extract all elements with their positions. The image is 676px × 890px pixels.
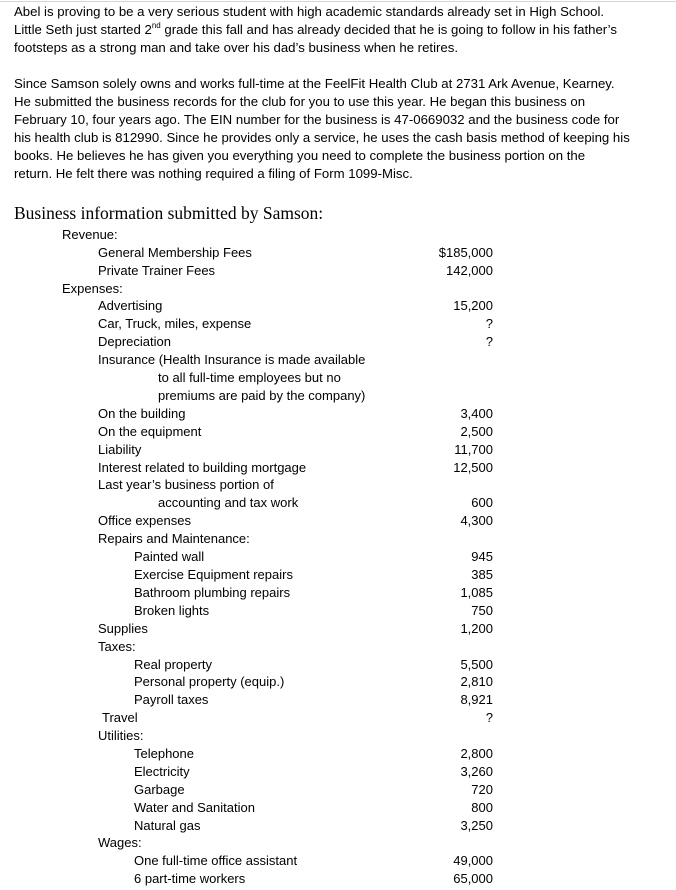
item-label: Depreciation <box>98 334 171 349</box>
item-label: Travel <box>102 710 138 725</box>
list-item <box>0 405 676 423</box>
list-item <box>0 351 676 369</box>
item-value: 49,000 <box>453 853 493 868</box>
list-item <box>0 280 676 298</box>
item-label: Repairs and Maintenance: <box>98 531 250 546</box>
item-label: Utilities: <box>98 728 144 743</box>
item-value: ? <box>485 710 493 725</box>
item-value: 945 <box>471 549 493 564</box>
item-label: Garbage <box>134 782 185 797</box>
item-value: 2,800 <box>460 746 493 761</box>
list-item <box>0 656 676 674</box>
item-label: Exercise Equipment repairs <box>134 567 293 582</box>
list-item <box>0 673 676 691</box>
list-item <box>0 727 676 745</box>
list-item <box>0 799 676 817</box>
item-value: 800 <box>471 800 493 815</box>
intro-line: footsteps as a strong man and take over his dad’s business when he retires. <box>14 40 458 55</box>
item-value: 1,085 <box>460 585 493 600</box>
item-value: 8,921 <box>460 692 493 707</box>
list-item <box>0 512 676 530</box>
superscript-nd: nd <box>151 21 161 30</box>
item-label: Liability <box>98 442 142 457</box>
list-item <box>0 423 676 441</box>
item-label: to all full-time employees but no <box>158 370 341 385</box>
item-label: premiums are paid by the company) <box>158 388 366 403</box>
item-value: 2,810 <box>460 674 493 689</box>
list-item <box>0 709 676 727</box>
item-label: Bathroom plumbing repairs <box>134 585 291 600</box>
item-label: Personal property (equip.) <box>134 674 285 689</box>
list-item <box>0 870 676 888</box>
list-item <box>0 745 676 763</box>
item-value: ? <box>485 316 493 331</box>
intro-line <box>14 21 654 39</box>
item-label: Car, Truck, miles, expense <box>98 316 252 331</box>
list-item <box>0 834 676 852</box>
item-label: One full-time office assistant <box>134 853 298 868</box>
item-label: Taxes: <box>98 639 136 654</box>
item-value: 750 <box>471 603 493 618</box>
list-item <box>0 584 676 602</box>
list-item <box>0 315 676 333</box>
item-value: 12,500 <box>453 460 493 475</box>
item-value: ? <box>485 334 493 349</box>
list-item <box>0 548 676 566</box>
item-value: 2,500 <box>460 424 493 439</box>
item-label: Natural gas <box>134 818 201 833</box>
list-item <box>0 638 676 656</box>
list-item <box>0 441 676 459</box>
item-label: Broken lights <box>134 603 210 618</box>
list-item <box>0 763 676 781</box>
item-value: 4,300 <box>460 513 493 528</box>
details-line: books. He believes he has given you everything you need to complete the business portion on the <box>14 148 586 163</box>
list-item <box>0 494 676 512</box>
item-value: 720 <box>471 782 493 797</box>
list-item <box>0 369 676 387</box>
list-item <box>0 691 676 709</box>
item-label: Advertising <box>98 298 163 313</box>
list-item <box>0 459 676 477</box>
item-value: 385 <box>471 567 493 582</box>
item-label: Real property <box>134 657 213 672</box>
list-item <box>0 781 676 799</box>
item-value: 3,250 <box>460 818 493 833</box>
details-line: Since Samson solely owns and works full-time at the FeelFit Health Club at 2731 Ark Avenue, Kearney. <box>14 76 615 91</box>
item-label: On the equipment <box>98 424 202 439</box>
item-label: Private Trainer Fees <box>98 263 216 278</box>
item-value: 15,200 <box>453 298 493 313</box>
list-item <box>0 476 676 494</box>
item-label: General Membership Fees <box>98 245 252 260</box>
item-value: 65,000 <box>453 871 493 886</box>
item-value: $185,000 <box>438 245 493 260</box>
item-label: Revenue: <box>62 227 118 242</box>
item-label: Last year’s business portion of <box>98 477 274 492</box>
list-item <box>0 244 676 262</box>
item-label: Water and Sanitation <box>134 800 255 815</box>
item-label: Office expenses <box>98 513 191 528</box>
item-label: Electricity <box>134 764 190 779</box>
intro-line: Abel is proving to be a very serious student with high academic standards already set in High School. <box>14 4 605 19</box>
list-item <box>0 602 676 620</box>
details-line: He submitted the business records for the club for you to use this year. He began this business on <box>14 94 586 109</box>
list-item <box>0 852 676 870</box>
top-rule <box>0 1 676 2</box>
intro-line-part: Little Seth just started 2 <box>14 22 152 37</box>
list-item <box>0 262 676 280</box>
list-item <box>0 297 676 315</box>
item-label: 6 part-time workers <box>134 871 246 886</box>
item-value: 600 <box>471 495 493 510</box>
item-label: On the building <box>98 406 186 421</box>
item-value: 142,000 <box>446 263 493 278</box>
details-line: his health club is 812990. Since he provides only a service, he uses the cash basis method of keeping his <box>14 130 630 145</box>
item-label: Interest related to building mortgage <box>98 460 307 475</box>
list-item <box>0 566 676 584</box>
list-item <box>0 387 676 405</box>
item-label: Supplies <box>98 621 148 636</box>
item-label: Expenses: <box>62 281 123 296</box>
item-label: Wages: <box>98 835 142 850</box>
details-line: return. He felt there was nothing required a filing of Form 1099-Misc. <box>14 166 413 181</box>
list-item <box>0 817 676 835</box>
item-label: Payroll taxes <box>134 692 209 707</box>
item-value: 1,200 <box>460 621 493 636</box>
details-line: February 10, four years ago. The EIN number for the business is 47-0669032 and the business code for <box>14 112 620 127</box>
business-details-paragraph <box>14 75 654 183</box>
item-label: Painted wall <box>134 549 205 564</box>
item-value: 3,400 <box>460 406 493 421</box>
list-item <box>0 333 676 351</box>
item-value: 11,700 <box>454 442 493 457</box>
list-item <box>0 530 676 548</box>
item-label: Telephone <box>134 746 194 761</box>
list-item <box>0 620 676 638</box>
section-heading: Business information submitted by Samson: <box>14 203 324 223</box>
item-value: 5,500 <box>460 657 493 672</box>
item-label: Insurance (Health Insurance is made available <box>98 352 366 367</box>
intro-line-part: grade this fall and has already decided that he is going to follow in his father’s <box>160 22 617 37</box>
item-label: accounting and tax work <box>158 495 299 510</box>
list-item <box>0 226 676 244</box>
intro-paragraph <box>14 3 654 57</box>
item-value: 3,260 <box>460 764 493 779</box>
